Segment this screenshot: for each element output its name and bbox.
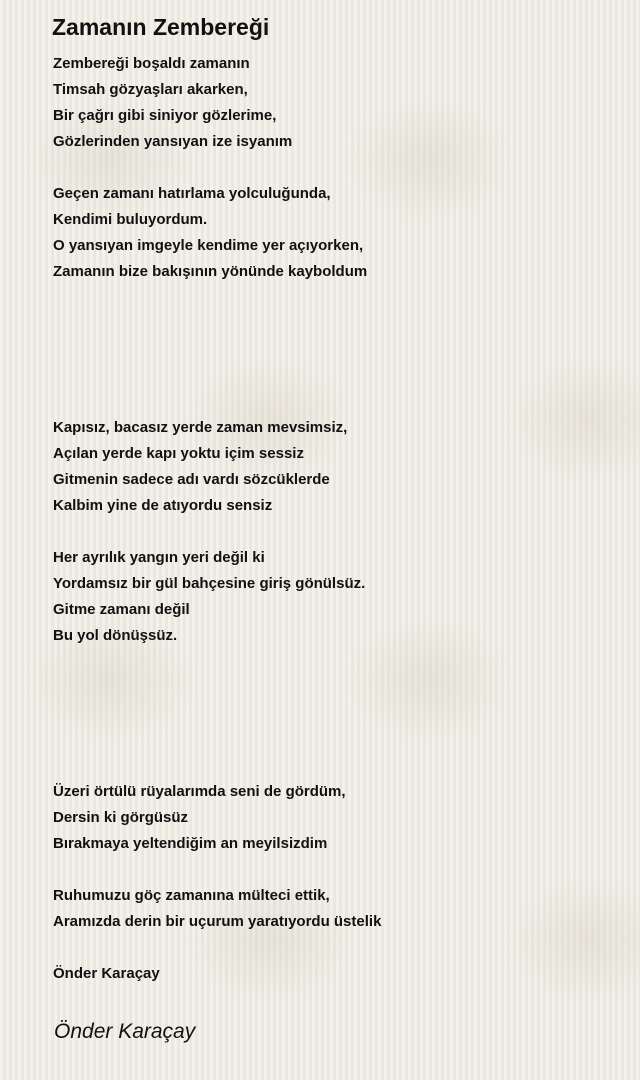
poem-line: Kapısız, bacasız yerde zaman mevsimsiz, <box>53 419 348 436</box>
poem-body <box>53 51 613 987</box>
poem-line: Yordamsız bir gül bahçesine giriş gönülsüz. <box>53 575 366 592</box>
poem-line: Bir çağrı gibi siniyor gözlerime, <box>53 107 277 124</box>
blank-line <box>53 935 613 961</box>
poem-line: Zamanın bize bakışının yönünde kayboldum <box>53 263 368 280</box>
poem-line: Gitmenin sadece adı vardı sözcüklerde <box>53 471 330 488</box>
blank-line <box>53 753 613 779</box>
blank-line <box>53 311 613 337</box>
poem-line: Üzeri örtülü rüyalarımda seni de gördüm, <box>53 783 346 800</box>
poem-line: Açılan yerde kapı yoktu içim sessiz <box>53 445 304 462</box>
blank-line <box>53 675 613 701</box>
blank-line <box>53 727 613 753</box>
poem-line: Bu yol dönüşsüz. <box>53 627 178 644</box>
poem-line: Timsah gözyaşları akarken, <box>53 81 248 98</box>
poem-line: Ruhumuzu göç zamanına mülteci ettik, <box>53 887 330 904</box>
poem-line: Bırakmaya yeltendiğim an meyilsizdim <box>53 835 328 852</box>
poem-line: Zembereği boşaldı zamanın <box>53 55 250 72</box>
poem-title: Zamanın Zembereği <box>52 14 270 40</box>
blank-line <box>53 649 613 675</box>
blank-line <box>53 285 613 311</box>
blank-line <box>53 337 613 363</box>
author-name: Önder Karaçay <box>54 1020 196 1043</box>
blank-line <box>53 857 613 883</box>
poem-line: Geçen zamanı hatırlama yolculuğunda, <box>53 185 331 202</box>
poem-line: Kendimi buluyordum. <box>53 211 208 228</box>
poem-line: Kalbim yine de atıyordu sensiz <box>53 497 273 514</box>
poem-line: Her ayrılık yangın yeri değil ki <box>53 549 265 566</box>
poem-line: Dersin ki görgüsüz <box>53 809 189 826</box>
poem-line: Gözlerinden yansıyan ize isyanım <box>53 133 293 150</box>
poem-line: Gitme zamanı değil <box>53 601 190 618</box>
blank-line <box>53 363 613 389</box>
poem-line: O yansıyan imgeyle kendime yer açıyorken, <box>53 237 364 254</box>
blank-line <box>53 389 613 415</box>
poem-line: Aramızda derin bir uçurum yaratıyordu üstelik <box>53 913 382 930</box>
blank-line <box>53 155 613 181</box>
blank-line <box>53 701 613 727</box>
poem-line: Önder Karaçay <box>53 965 160 982</box>
blank-line <box>53 519 613 545</box>
